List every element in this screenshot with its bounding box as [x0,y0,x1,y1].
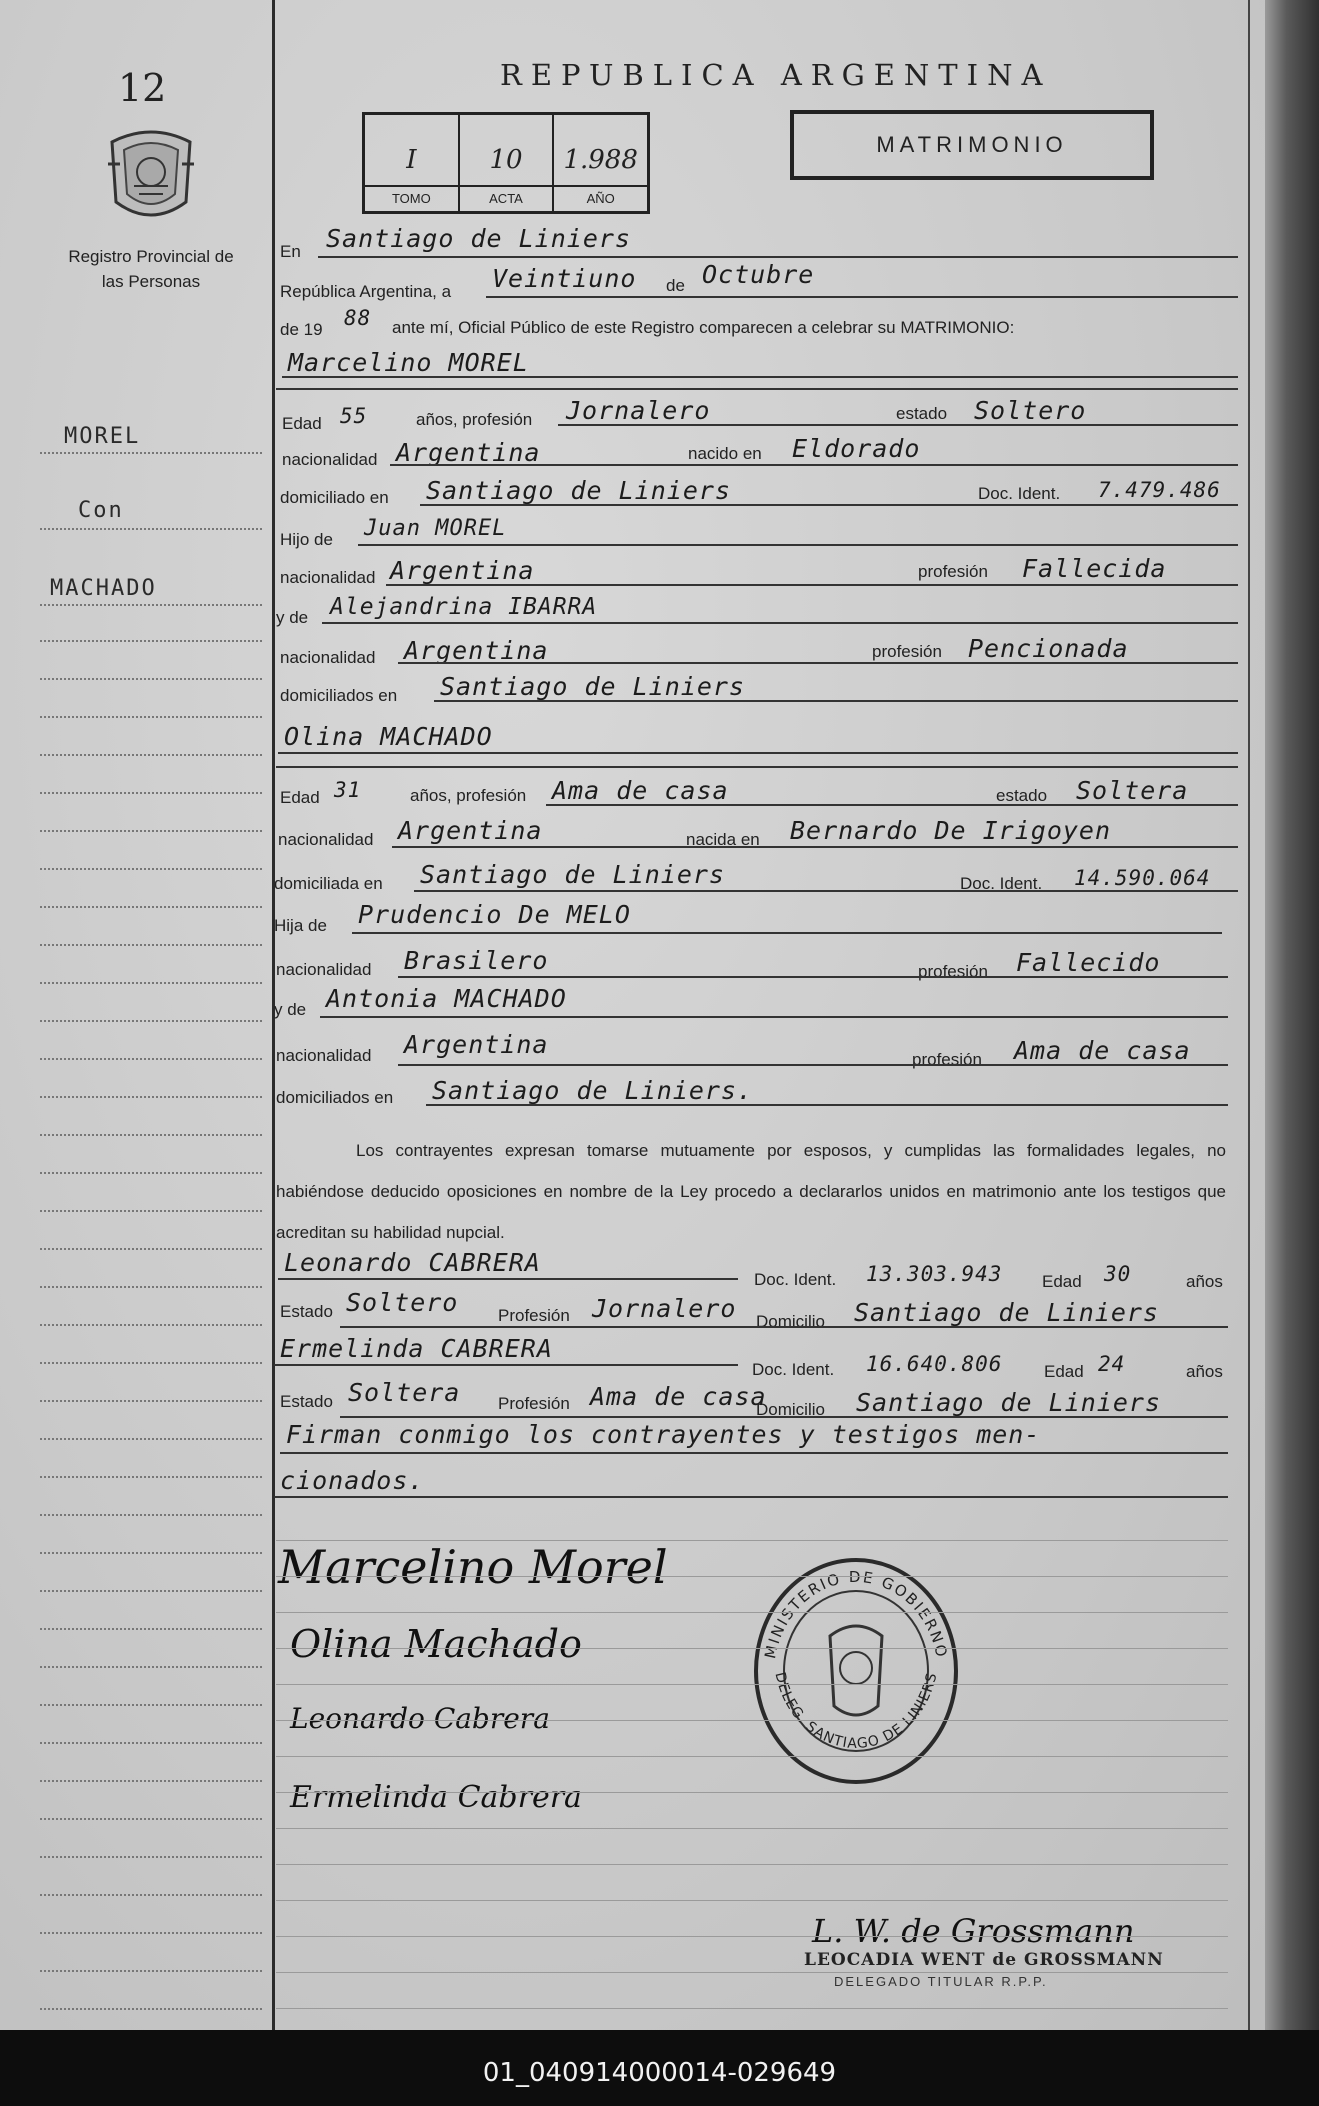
margin-rule [40,2008,262,2010]
margin-rule [40,1932,262,1934]
signature-witness2: Ermelinda Cabrera [290,1780,582,1815]
field-line [282,376,1238,378]
groom-madre-prof: Pencionada [968,634,1129,663]
coat-of-arms-seal [104,124,198,230]
margin-rule [40,1172,262,1174]
bride-nacida: Bernardo De Irigoyen [790,816,1112,845]
body-rule [276,1792,1228,1793]
anio-cell [554,115,647,211]
bride-madre: Antonia MACHADO [326,984,567,1013]
field-line [390,464,1238,466]
margin-rule [40,604,262,606]
field-line [320,1016,1228,1018]
year-suffix: 88 [344,306,372,330]
bride-madre-nac: Argentina [404,1030,549,1059]
bride-nac-label: nacionalidad [278,830,374,849]
groom-padres-domicilio: Santiago de Liniers [440,672,745,701]
anio-value: 1.988 [563,145,638,175]
field-line [274,1364,738,1366]
bride-padre-nac: Brasilero [404,946,549,975]
place-value: Santiago de Liniers [326,224,631,253]
groom-madre-nac: Argentina [404,636,549,665]
margin-connector: Con [78,498,124,523]
bride-dom-label: domiciliada en [274,874,383,893]
field-line [420,504,1238,506]
groom-estado: Soltero [974,396,1087,425]
witness2-estado-label: Estado [280,1392,333,1411]
book-binding [1265,0,1319,2030]
groom-madre-nac-label: nacionalidad [280,648,376,667]
margin-rule [40,1020,262,1022]
official-title: DELEGADO TITULAR R.P.P. [834,1974,1048,1989]
stamp-bottom-text: DELEG. SANTIAGO DE LINIERS [771,1670,941,1753]
body-rule [276,1900,1228,1901]
groom-padre-nac: Argentina [390,556,535,585]
bride-doc-label: Doc. Ident. [960,874,1043,893]
de-label: de [666,276,685,295]
acta-label: ACTA [460,185,553,211]
margin-rule [40,678,262,680]
closing-line-1: Firman conmigo los contrayentes y testigos men- [286,1420,1041,1449]
margin-rule [40,1210,262,1212]
bride-name: Olina MACHADO [284,722,493,751]
margin-rule [40,1780,262,1782]
field-line [274,1496,1228,1498]
margin-rule [40,640,262,642]
witness2-dom-label: Domicilio [756,1400,825,1419]
margin-rule [40,528,262,530]
body-rule [276,1612,1228,1613]
act-type-box: MATRIMONIO [790,110,1154,180]
field-line [322,622,1238,624]
body-rule [276,1648,1228,1649]
witness1-anos-label: años [1186,1272,1223,1291]
field-line [340,1416,1228,1418]
witness1-profesion: Jornalero [592,1294,737,1323]
field-line [340,1326,1228,1328]
right-rule [1248,0,1250,2030]
field-line [558,424,1238,426]
margin-rule [40,1134,262,1136]
margin-rule [40,982,262,984]
bride-edad: 31 [334,778,362,802]
margin-rule [40,1286,262,1288]
bride-profesion-label: años, profesión [410,786,527,805]
margin-rule [40,830,262,832]
groom-nacido-label: nacido en [688,444,762,463]
bride-hija-label: Hija de [274,916,327,935]
groom-madre-prof-label: profesión [872,642,942,661]
witness2-estado: Soltera [348,1378,461,1407]
tomo-acta-box [362,112,650,214]
bride-nacionalidad: Argentina [398,816,543,845]
margin-rule [40,452,262,454]
field-line [278,752,1238,754]
body-rule [276,1972,1228,1973]
margin-rule [40,1590,262,1592]
groom-profesion-label: años, profesión [416,410,533,429]
body-rule [276,1684,1228,1685]
margin-rule [40,1704,262,1706]
bride-estado-label: estado [996,786,1048,805]
margin-rule [40,906,262,908]
groom-profesion: Jornalero [566,396,711,425]
witness2-profesion: Ama de casa [590,1382,767,1411]
margin-rule [40,1400,262,1402]
groom-padre-prof: Fallecida [1022,554,1167,583]
bride-domicilio: Santiago de Liniers [420,860,725,889]
margin-rule [40,1096,262,1098]
witness1-edad: 30 [1104,1262,1132,1286]
stamp-top-text: MINISTERIO DE GOBIERNO [761,1567,951,1661]
official-stamp [752,1556,960,1786]
margin-rule [40,1818,262,1820]
groom-name: Marcelino MOREL [288,348,529,377]
witness2-name: Ermelinda CABRERA [280,1334,553,1363]
margin-rule [40,1058,262,1060]
margin-rule [40,1438,262,1440]
closing-line-2: cionados. [280,1466,425,1495]
bride-padre: Prudencio De MELO [358,900,631,929]
witness2-domicilio: Santiago de Liniers [856,1388,1161,1417]
body-rule [276,1576,1228,1577]
bride-padres-domicilio: Santiago de Liniers. [432,1076,754,1105]
svg-text:MINISTERIO DE GOBIERNO [761,1568,951,1660]
bride-madre-prof: Ama de casa [1014,1036,1191,1065]
bride-estado: Soltera [1076,776,1189,805]
groom-nac-label: nacionalidad [282,450,378,469]
field-line [318,256,1238,258]
witness1-domicilio: Santiago de Liniers [854,1298,1159,1327]
en-label: En [280,242,301,261]
svg-text:DELEG. SANTIAGO DE LINIERS [771,1671,940,1752]
signature-witness1: Leonardo Cabrera [290,1702,550,1735]
margin-rule [40,1362,262,1364]
witness2-doc: 16.640.806 [866,1352,1003,1376]
margin-rule [40,1324,262,1326]
bride-padre-nac-label: nacionalidad [276,960,372,979]
bride-nacida-label: nacida en [686,830,760,849]
body-rule [276,1828,1228,1829]
republica-label: República Argentina, a [280,282,452,301]
groom-edad-label: Edad [282,414,322,433]
groom-domiciliados-label: domiciliados en [280,686,398,705]
body-rule [276,1720,1228,1721]
body-rule [276,1936,1228,1937]
witness2-anos-label: años [1186,1362,1223,1381]
margin-rule [40,1248,262,1250]
witness1-edad-label: Edad [1042,1272,1082,1291]
day-value: Veintiuno [492,264,637,293]
groom-hijo-label: Hijo de [280,530,333,549]
field-line [426,1104,1228,1106]
groom-padre-prof-label: profesión [918,562,988,581]
witness1-estado: Soltero [346,1288,459,1317]
groom-yde-label: y de [276,608,309,627]
margin-rule [40,1628,262,1630]
field-line [398,662,1238,664]
field-line [486,296,1238,298]
body-rule [276,1864,1228,1865]
margin-rule [40,1742,262,1744]
witness2-edad-label: Edad [1044,1362,1084,1381]
groom-edad: 55 [340,404,368,428]
bride-edad-label: Edad [280,788,320,807]
witness2-prof-label: Profesión [498,1394,570,1413]
field-line [546,804,1238,806]
page-number: 12 [118,66,167,110]
bride-profesion: Ama de casa [552,776,729,805]
field-line [398,1064,1228,1066]
acta-cell [460,115,555,211]
groom-madre: Alejandrina IBARRA [330,594,598,620]
margin-rule [40,1476,262,1478]
bride-madre-nac-label: nacionalidad [276,1046,372,1065]
groom-nacido: Eldorado [792,434,921,463]
margin-rule [40,1552,262,1554]
field-line [280,1452,1228,1454]
scan-id: 01_040914000014-029649 [482,2058,837,2088]
tomo-value: I [406,145,417,175]
witness1-prof-label: Profesión [498,1306,570,1325]
witness1-doc-label: Doc. Ident. [754,1270,837,1289]
field-line [398,976,1228,978]
bride-padre-prof-label: profesión [918,962,988,981]
margin-rule [40,1856,262,1858]
signature-groom: Marcelino Morel [278,1540,668,1594]
groom-dom-label: domiciliado en [280,488,389,507]
field-line [352,932,1222,934]
declaration-text: Los contrayentes expresan tomarse mutuamente por esposos, y cumplidas las formalidades legales, no habiéndose deducido oposiciones en nombre de la Ley procedo a declararlos unidos en matrimonio ante los testigos que acreditan su habilidad nupcial. [276,1141,1226,1242]
tomo-cell [365,115,460,211]
witness1-name: Leonardo CABRERA [284,1248,541,1277]
field-line [414,890,1238,892]
margin-rule [40,1666,262,1668]
groom-domicilio: Santiago de Liniers [426,476,731,505]
witness1-estado-label: Estado [280,1302,333,1321]
field-line [434,700,1238,702]
anio-label: AÑO [554,185,647,211]
year-prefix: de 19 [280,320,323,339]
margin-rule [40,1514,262,1516]
body-rule [276,1756,1228,1757]
country-title: REPUBLICA ARGENTINA [500,58,1052,92]
body-rule [276,2008,1228,2009]
margin-surname-1: MOREL [64,424,141,449]
section-rule [276,766,1238,768]
official-signature: L. W. de Grossmann [812,1912,1135,1950]
bride-doc: 14.590.064 [1074,866,1211,890]
witness1-dom-label: Domicilio [756,1312,825,1331]
witness1-doc: 13.303.943 [866,1262,1003,1286]
signature-bride: Olina Machado [290,1622,582,1666]
margin-rule [40,716,262,718]
year-tail: ante mí, Oficial Público de este Registro comparecen a celebrar su MATRIMONIO: [392,318,1015,337]
margin-rule [40,792,262,794]
margin-rule [40,944,262,946]
field-line [386,584,1238,586]
body-rule [276,1540,1228,1541]
margin-rule [40,868,262,870]
witness2-doc-label: Doc. Ident. [752,1360,835,1379]
bride-padre-prof: Fallecido [1016,948,1161,977]
bride-madre-prof-label: profesión [912,1050,982,1069]
field-line [392,846,1238,848]
margin-rule [40,1894,262,1896]
margin-surname-2: MACHADO [50,576,157,601]
field-line [358,544,1238,546]
tomo-label: TOMO [365,185,458,211]
bride-yde-label: y de [274,1000,307,1019]
margin-rule [40,1970,262,1972]
groom-doc: 7.479.486 [1098,478,1221,502]
groom-doc-label: Doc. Ident. [978,484,1061,503]
witness2-edad: 24 [1098,1352,1126,1376]
groom-estado-label: estado [896,404,948,423]
groom-padre: Juan MOREL [364,516,507,541]
section-rule [276,388,1238,390]
groom-nacionalidad: Argentina [396,438,541,467]
registry-name: Registro Provincial de las Personas [68,247,234,291]
bride-domiciliados-label: domiciliados en [276,1088,394,1107]
margin-rule [40,754,262,756]
month-value: Octubre [702,260,815,289]
groom-padre-nac-label: nacionalidad [280,568,376,587]
acta-value: 10 [489,145,523,175]
field-line [278,1278,738,1280]
official-name: LEOCADIA WENT de GROSSMANN [804,1950,1164,1970]
